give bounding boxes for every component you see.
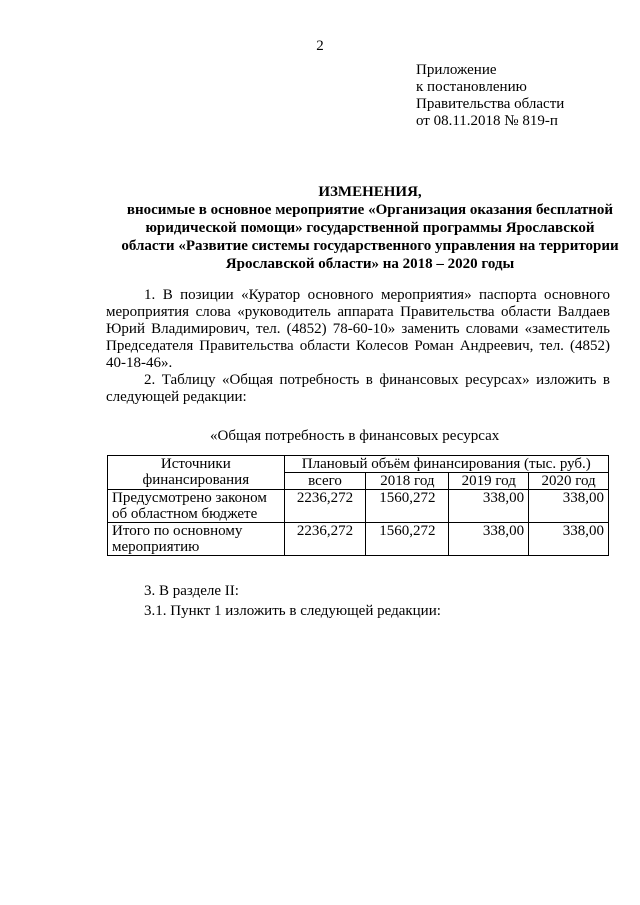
cell-2019: 338,00 [449, 523, 529, 556]
cell-source: Предусмотрено законом об областном бюджете [108, 490, 285, 523]
cell-2020: 338,00 [529, 523, 609, 556]
body-text [106, 287, 610, 406]
paragraph-1: 1. В позиции «Куратор основного мероприятия» паспорта основного мероприятия слова «руководитель аппарата Правительства области Валдаев Юрий Владимирович, тел. (4852) 78-60-10» заменить словами «заместитель Председателя Правительства области Колесов Роман Андреевич, тел. (4852) 40-18-46». [106, 287, 610, 371]
after-table-text [144, 581, 441, 621]
paragraph-3: 3. В разделе II: [144, 583, 239, 599]
table-row [108, 523, 609, 556]
cell-2019: 338,00 [449, 490, 529, 523]
header-source: Источники финансирования [108, 456, 285, 490]
header-plan: Плановый объём финансирования (тыс. руб.) [284, 456, 608, 473]
title-line: ИЗМЕНЕНИЯ, [318, 184, 422, 200]
header-2020: 2020 год [529, 473, 609, 490]
cell-2018: 1560,272 [366, 490, 449, 523]
header-2019: 2019 год [449, 473, 529, 490]
title-line: юридической помощи» государственной программы Ярославской [145, 220, 595, 236]
cell-total: 2236,272 [284, 523, 366, 556]
appendix-line: Правительства области [416, 96, 565, 112]
title-line: вносимые в основное мероприятие «Организация оказания бесплатной [126, 202, 614, 218]
title-line: области «Развитие системы государственного управления на территории [121, 238, 619, 254]
table-row [108, 490, 609, 523]
appendix-line: от 08.11.2018 № 819-п [416, 113, 558, 129]
table-caption: «Общая потребность в финансовых ресурсах [210, 428, 500, 444]
cell-2020: 338,00 [529, 490, 609, 523]
paragraph-3-1: 3.1. Пункт 1 изложить в следующей редакции: [144, 603, 441, 619]
table-header-row [108, 456, 609, 473]
appendix-note [416, 62, 564, 130]
appendix-line: к постановлению [416, 79, 527, 95]
header-total: всего [284, 473, 366, 490]
cell-source: Итого по основному мероприятию [108, 523, 285, 556]
page-number: 2 [316, 38, 324, 54]
cell-2018: 1560,272 [366, 523, 449, 556]
title-line: Ярославской области» на 2018 – 2020 годы [225, 256, 515, 272]
financing-table [107, 455, 609, 556]
header-2018: 2018 год [366, 473, 449, 490]
appendix-line: Приложение [416, 62, 497, 78]
cell-total: 2236,272 [284, 490, 366, 523]
paragraph-2: 2. Таблицу «Общая потребность в финансовых ресурсах» изложить в следующей редакции: [106, 372, 610, 405]
document-title [100, 183, 640, 273]
